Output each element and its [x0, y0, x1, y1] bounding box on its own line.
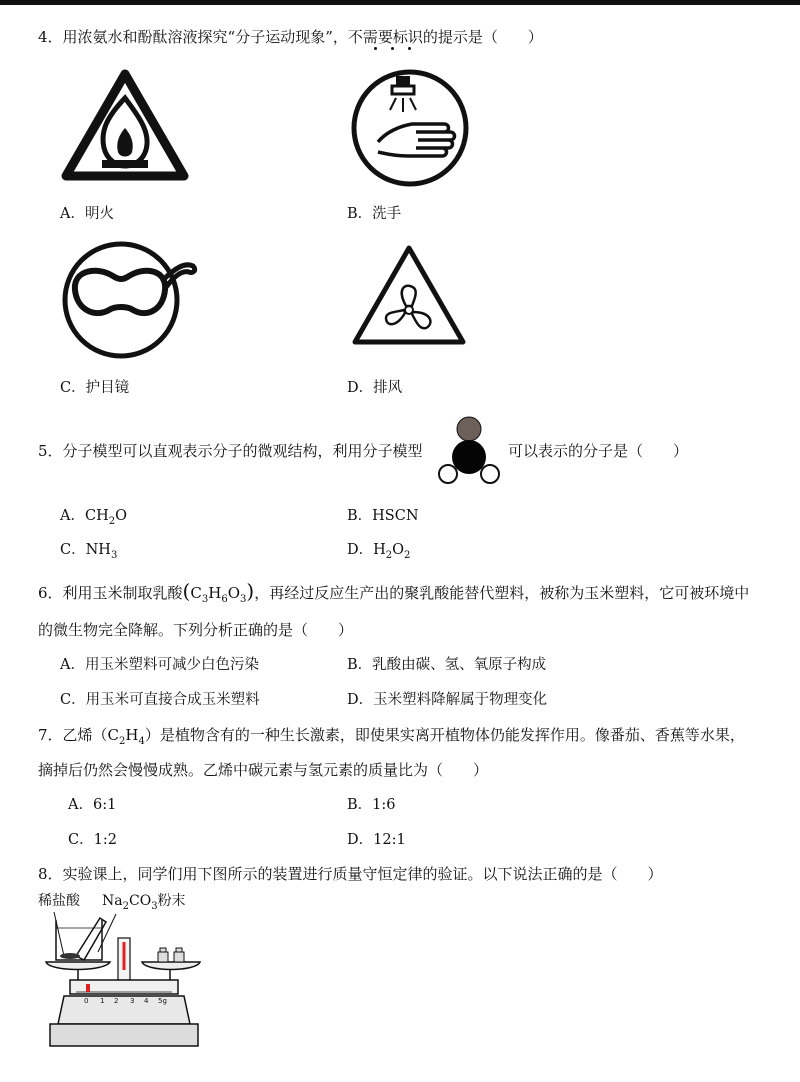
emphasis-dot — [391, 47, 394, 50]
q7-stem-line1: 7．乙烯$(C_2H_4)$是植物含有的一种生长激素，即使果实离开植物体仍能发挥作用。像番茄、香蕉等水果， — [38, 726, 745, 747]
scale-tick-label: 4 — [144, 997, 149, 1005]
q5-option-a: A．$CH_2O$ — [60, 508, 127, 527]
q5-stem-before: 5．分子模型可以直观表示分子的微观结构，利用分子模型 — [38, 442, 423, 460]
label-na2co3-powder: $Na_2CO_3$粉末 — [102, 893, 186, 912]
q5-option-d: D．$H_2O_2$ — [347, 542, 411, 561]
q7-option-b: B．1:6 — [347, 797, 396, 813]
scale-tick-label: 3 — [130, 997, 135, 1005]
q5-option-b: B．HSCN — [347, 508, 419, 524]
scale-tick-label: 5g — [158, 997, 167, 1005]
emphasis-dot — [374, 47, 377, 50]
q6-stem-line2: 的微生物完全降解。下列分析正确的是（ ） — [38, 621, 354, 639]
q6-option-b: B．乳酸由碳、氢、氧原子构成 — [347, 657, 547, 673]
molecule-model-icon — [436, 414, 502, 486]
q7-option-c: C．1:2 — [68, 832, 117, 848]
q4-stem: 4．用浓氨水和酚酞溶液探究“分子运动现象”，不需要标识的提示是（ ） — [38, 28, 543, 46]
q8-stem: 8．实验课上，同学们用下图所示的装置进行质量守恒定律的验证。以下说法正确的是（ ） — [38, 865, 663, 883]
q5-stem-after: 可以表示的分子是（ ） — [508, 442, 689, 460]
top-border — [0, 0, 800, 5]
q4-option-c: C．护目镜 — [60, 380, 130, 396]
scale-tick-label: 2 — [114, 997, 119, 1005]
q4-option-a: A．明火 — [60, 206, 114, 222]
scale-tick-label: 1 — [100, 997, 105, 1005]
q6-option-a: A．用玉米塑料可减少白色污染 — [60, 657, 259, 673]
q4-option-d: D．排风 — [347, 380, 403, 396]
q4-option-b: B．洗手 — [347, 206, 402, 222]
emphasis-dot — [408, 47, 411, 50]
q6-option-d: D．玉米塑料降解属于物理变化 — [347, 692, 548, 708]
q5-option-c: C．$NH_3$ — [60, 542, 118, 561]
q7-stem-line2: 摘掉后仍然会慢慢成熟。乙烯中碳元素与氢元素的质量比为（ ） — [38, 761, 489, 779]
goggles-icon — [63, 240, 203, 360]
q7-option-d: D．12:1 — [347, 832, 406, 848]
q7-option-a: A．6:1 — [68, 797, 117, 813]
q6-stem-line1: 6．利用玉米制取乳酸$(C_3H_6O_3)$，再经过反应生产出的聚乳酸能替代塑料，被称为玉米塑料，它可被环境中 — [38, 579, 750, 605]
ventilation-fan-icon — [350, 242, 468, 348]
scale-tick-label: 0 — [84, 997, 89, 1005]
label-dilute-hcl: 稀盐酸 — [38, 893, 80, 909]
q6-option-c: C．用玉米可直接合成玉米塑料 — [60, 692, 260, 708]
flame-warning-icon — [60, 68, 190, 184]
balance-apparatus-diagram — [40, 906, 210, 1056]
hand-wash-icon — [350, 68, 470, 188]
